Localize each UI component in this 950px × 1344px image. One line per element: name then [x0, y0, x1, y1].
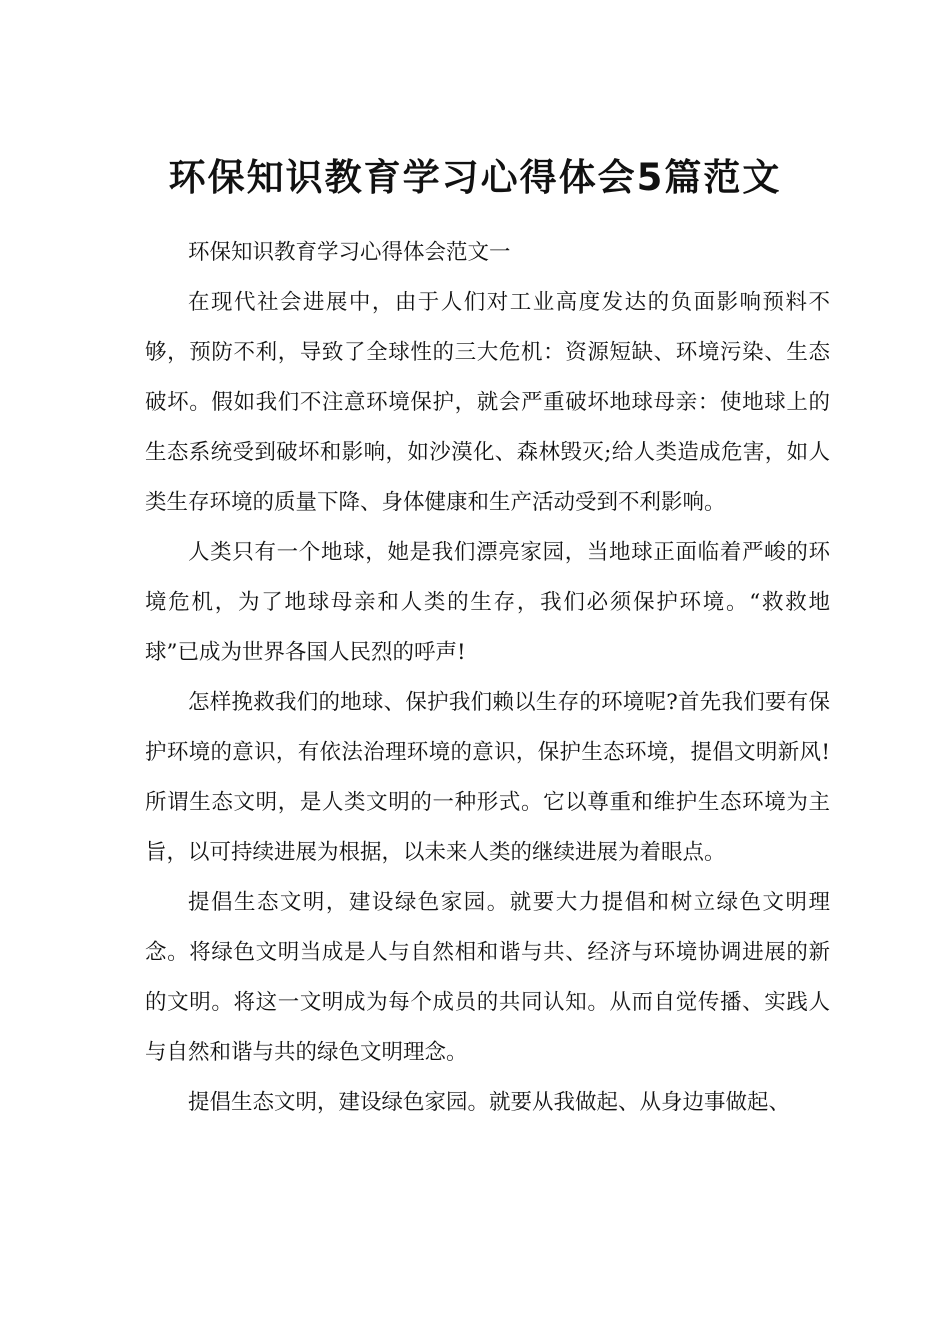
- section-heading: 环保知识教育学习心得体会范文一: [188, 240, 511, 265]
- document-title: 环保知识教育学习心得体会5篇范文: [168, 155, 782, 199]
- paragraph-3: 怎样挽救我们的地球、保护我们赖以生存的环境呢?首先我们要有保护环境的意识，有依法治理环境的意识，保护生态环境，提倡文明新风!所谓生态文明，是人类文明的一种形式。它以尊重和维护生态环境为主旨，以可持续进展为根据，以未来人类的继续进展为着眼点。: [145, 690, 830, 865]
- paragraph-4: 提倡生态文明，建设绿色家园。就要大力提倡和树立绿色文明理念。将绿色文明当成是人与自然相和谐与共、经济与环境协调进展的新的文明。将这一文明成为每个成员的共同认知。从而自觉传播、实践人与自然和谐与共的绿色文明理念。: [145, 890, 830, 1065]
- paragraph-5: 提倡生态文明，建设绿色家园。就要从我做起、从身边事做起、: [188, 1090, 791, 1115]
- paragraph-2: 人类只有一个地球，她是我们漂亮家园，当地球正面临着严峻的环境危机，为了地球母亲和人类的生存，我们必须保护环境。“救救地球”已成为世界各国人民烈的呼声!: [145, 540, 830, 665]
- paragraph-1: 在现代社会进展中，由于人们对工业高度发达的负面影响预料不够，预防不利，导致了全球性的三大危机：资源短缺、环境污染、生态破坏。假如我们不注意环境保护，就会严重破坏地球母亲：使地球上的生态系统受到破坏和影响，如沙漠化、森林毁灭;给人类造成危害，如人类生存环境的质量下降、身体健康和生产活动受到不利影响。: [145, 290, 830, 515]
- document-body: [145, 228, 830, 1128]
